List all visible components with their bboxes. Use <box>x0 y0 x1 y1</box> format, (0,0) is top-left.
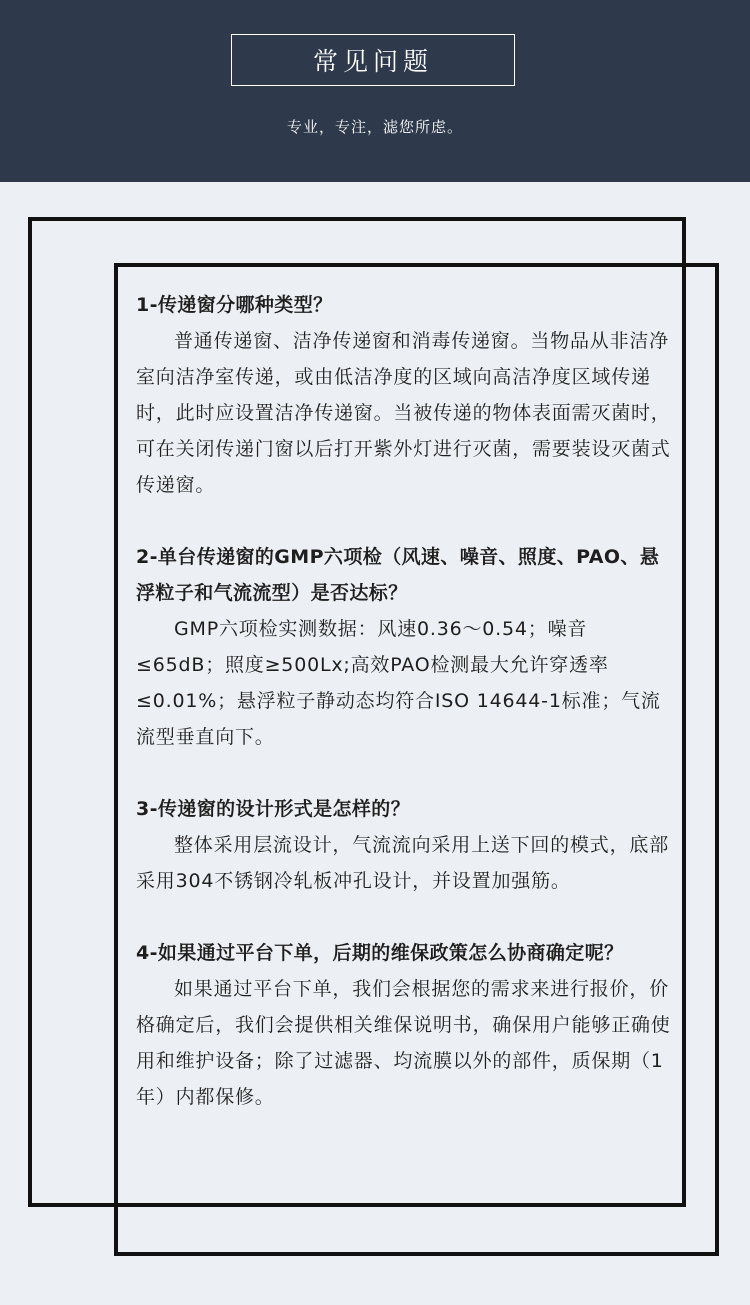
page-title: 常见问题 <box>231 34 515 86</box>
faq-question: 2-单台传递窗的GMP六项检（风速、噪音、照度、PAO、悬浮粒子和气流流型）是否达标？ <box>136 546 660 604</box>
faq-item <box>136 539 672 755</box>
faq-item <box>136 935 672 1115</box>
faq-question: 4-如果通过平台下单，后期的维保政策怎么协商确定呢？ <box>136 942 624 964</box>
faq-item <box>136 287 672 503</box>
page-subtitle: 专业，专注，滤您所虑。 <box>286 118 463 136</box>
faq-item <box>136 791 672 899</box>
faq-answer: 整体采用层流设计，气流流向采用上送下回的模式，底部采用304不锈钢冷轧板冲孔设计，并设置加强筋。 <box>136 834 670 892</box>
page-header <box>0 0 750 182</box>
faq-question: 1-传递窗分哪种类型？ <box>136 294 333 316</box>
faq-list <box>136 287 672 1151</box>
faq-answer: 如果通过平台下单，我们会根据您的需求来进行报价，价格确定后，我们会提供相关维保说明书，确保用户能够正确使用和维护设备；除了过滤器、均流膜以外的部件，质保期（1年）内都保修。 <box>136 978 671 1108</box>
faq-answer: 普通传递窗、洁净传递窗和消毒传递窗。当物品从非洁净室向洁净室传递，或由低洁净度的区域向高洁净度区域传递时，此时应设置洁净传递窗。当被传递的物体表面需灭菌时，可在关闭传递门窗以后打开紫外灯进行灭菌，需要装设灭菌式传递窗。 <box>136 330 671 496</box>
faq-question: 3-传递窗的设计形式是怎样的？ <box>136 798 411 820</box>
faq-answer: GMP六项检实测数据：风速0.36～0.54；噪音≤65dB；照度≥500Lx;高效PAO检测最大允许穿透率≤0.01%；悬浮粒子静动态均符合ISO 14644-1标准；气流流型垂直向下。 <box>136 618 661 748</box>
